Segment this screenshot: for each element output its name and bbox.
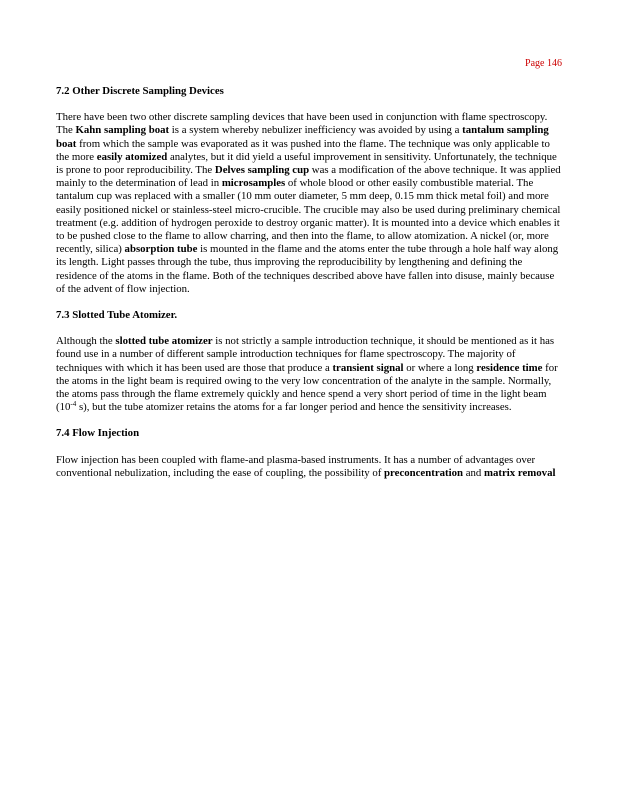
bold-term: Kahn sampling boat <box>75 124 170 137</box>
bold-term: easily atomized <box>96 150 168 163</box>
text-run: from which the sample was evaporated as it was pushed into the flame. The technique was only applicable to the more <box>56 137 550 163</box>
section-7-4 <box>56 427 562 480</box>
text-run: Although the <box>56 335 116 348</box>
section-paragraph <box>56 335 562 414</box>
bold-term: preconcentration <box>384 466 464 479</box>
bold-term: residence time <box>476 361 543 374</box>
superscript: -4 <box>70 400 77 409</box>
section-heading: 7.4 Flow Injection <box>56 427 140 440</box>
bold-term: tantalum sampling boat <box>56 124 549 150</box>
section-7-3 <box>56 309 562 414</box>
section-paragraph <box>56 111 562 296</box>
bold-term: slotted tube atomizer <box>115 335 213 348</box>
text-run: for the atoms in the light beam is required owing to the very low concentration of the analyte in the sample. Normally, the atoms pass through the flame extremely quickly and hence spend a very short period of time in the light beam (10 <box>56 361 558 414</box>
section-paragraph <box>56 454 562 480</box>
bold-term: matrix removal <box>484 466 556 479</box>
bold-term: microsamples <box>221 177 286 190</box>
bold-term: transient signal <box>332 361 404 374</box>
section-7-2 <box>56 85 562 296</box>
text-run: is not strictly a sample introduction technique, it should be mentioned as it has found use in a number of different sample introduction techniques for flame spectroscopy. The majority of techniques with which it has been used are those that produce a <box>56 335 555 374</box>
bold-term: Delves sampling cup <box>214 164 310 177</box>
text-run: was a modification of the above technique. It was applied mainly to the determination of lead in <box>56 164 561 190</box>
text-run: of whole blood or other easily combustible material. The tantalum cup was replaced with a smaller (10 mm outer diameter, 5 mm deep, 0.15 mm thick metal foil) and more easily positioned nickel or stainless-steel micro-crucible. The crucible may also be used during preliminary chemical treatment (e.g. addition of hydrogen peroxide to destroy organic matter). It is mounted into a device which enables it to be pushed close to the flame to allow charring, and then into the flame, to allow atomization. A nickel (or, more recently, silica) <box>56 177 561 256</box>
bold-term: absorption tube <box>124 243 198 256</box>
text-run: Flow injection has been coupled with flame-and plasma-based instruments. It has a number of advantages over conventional nebulization, including the ease of coupling, the possibility of <box>56 453 536 479</box>
page-number: Page 146 <box>525 58 562 69</box>
text-run: analytes, but it did yield a useful improvement in sensitivity. Unfortunately, the technique is prone to poor reproducibility. The <box>56 150 557 177</box>
section-heading: 7.3 Slotted Tube Atomizer. <box>56 309 178 322</box>
section-heading: 7.2 Other Discrete Sampling Devices <box>56 85 224 97</box>
text-run: s), but the tube atomizer retains the atoms for a far longer period and hence the sensitivity increases. <box>76 401 512 414</box>
document-body <box>56 85 562 493</box>
text-run: is a system whereby nebulizer inefficiency was avoided by using a <box>169 124 463 137</box>
text-run: and <box>463 466 485 479</box>
text-run: or where a long <box>403 361 477 374</box>
text-run: There have been two other discrete sampling devices that have been used in conjunction with flame spectroscopy. The <box>56 111 548 137</box>
text-run: is mounted in the flame and the atoms enter the tube through a hole half way along its length. Light passes through the tube, thus improving the reproducibility by lengthening and defining the residence of the atoms in the flame. Both of the techniques described above have fallen into disuse, mainly because of the advent of flow injection. <box>56 243 559 295</box>
